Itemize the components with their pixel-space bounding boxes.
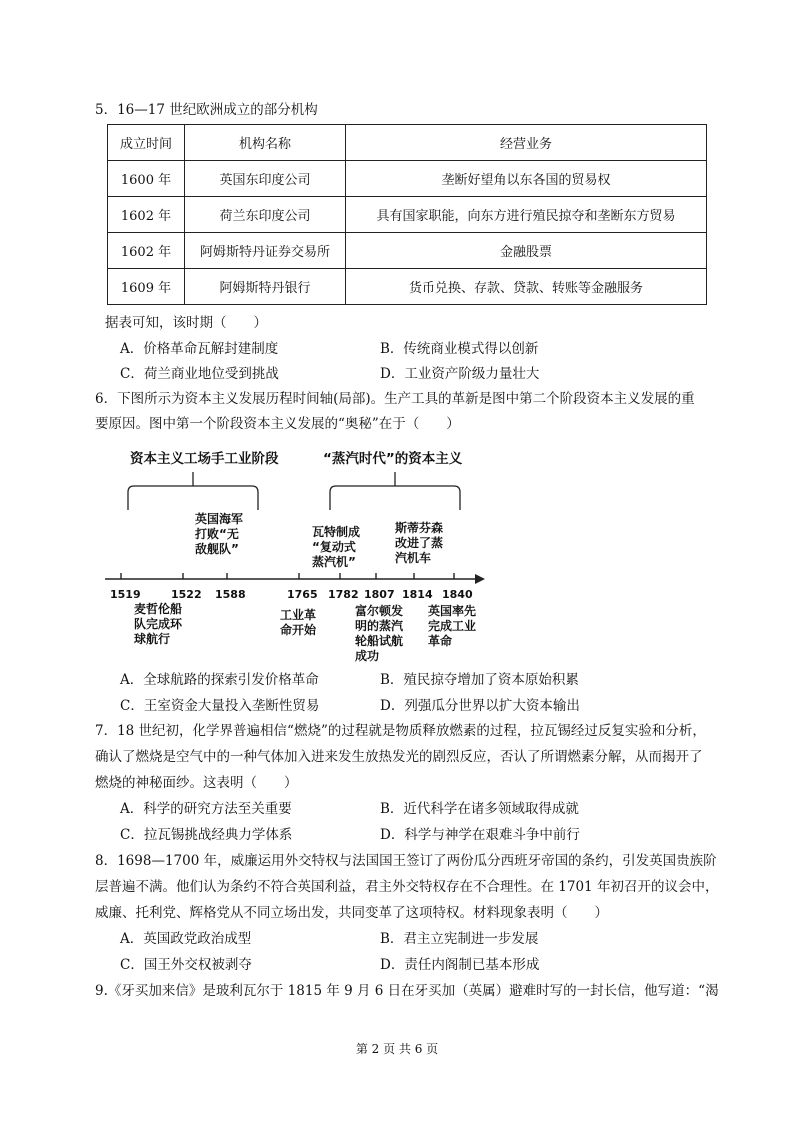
q8-option-d[interactable]: D．责任内阁制已基本形成 [380, 957, 540, 973]
timeline-event-stephenson: 斯蒂芬森 改进了蒸 汽机车 [395, 521, 444, 565]
q8-stem-line1: 8．1698—1700 年，威廉运用外交特权与法国国王签订了两份瓜分西班牙帝国的条约，引发英国贵族阶 [95, 853, 717, 869]
timeline-figure [100, 448, 500, 668]
timeline-event-watt: 瓦特制成 “复动式 蒸汽机” [312, 525, 361, 569]
q6-stem-line2: 要原因。图中第一个阶段资本主义发展的“奥秘”在于（ ） [95, 416, 460, 432]
table-header-row [108, 125, 707, 161]
table-cell: 1609 年 [108, 269, 185, 305]
timeline-year: 1522 [171, 588, 202, 601]
table-header-cell: 成立时间 [108, 125, 185, 161]
timeline-year: 1814 [402, 588, 433, 601]
q8-option-c[interactable]: C．国王外交权被剥夺 [120, 957, 252, 973]
table-row [108, 197, 707, 233]
q5-option-d[interactable]: D．工业资产阶级力量壮大 [380, 366, 540, 382]
q8-stem-line2: 层普遍不满。他们认为条约不符合英国利益，君主外交特权存在不合理性。在 1701 年初召开的议会中， [95, 879, 719, 895]
table-cell: 金融股票 [346, 233, 707, 269]
timeline-event-magellan: 麦哲伦船 队完成环 球航行 [134, 602, 183, 646]
q5-option-c[interactable]: C．荷兰商业地位受到挑战 [120, 366, 279, 382]
table-cell: 阿姆斯特丹银行 [185, 269, 346, 305]
q7-option-d[interactable]: D．科学与神学在艰难斗争中前行 [380, 827, 580, 843]
table-cell: 具有国家职能，向东方进行殖民掠夺和垄断东方贸易 [346, 197, 707, 233]
table-row [108, 269, 707, 305]
timeline-stage2-label: “蒸汽时代”的资本主义 [323, 451, 463, 467]
q7-stem-line2: 确认了燃烧是空气中的一种气体加入进来发生放热发光的剧烈反应，否认了所谓燃素分解，从而揭开了 [95, 749, 703, 765]
q6-option-b[interactable]: B．殖民掠夺增加了资本原始积累 [380, 672, 579, 688]
table-header-cell: 机构名称 [185, 125, 346, 161]
q6-stem-line1: 6．下图所示为资本主义发展历程时间轴(局部)。生产工具的革新是图中第二个阶段资本主义发展的重 [95, 391, 695, 407]
q5-option-a[interactable]: A．价格革命瓦解封建制度 [120, 341, 279, 357]
timeline-event-fulton: 富尔顿发 明的蒸汽 轮船试航 成功 [355, 604, 404, 663]
q6-option-c[interactable]: C．王室资金大量投入垄断性贸易 [120, 698, 320, 714]
table-row [108, 161, 707, 197]
table-cell: 荷兰东印度公司 [185, 197, 346, 233]
timeline-year: 1782 [328, 588, 359, 601]
timeline-year: 1765 [287, 588, 318, 601]
table-cell: 1602 年 [108, 233, 185, 269]
timeline-year: 1519 [110, 588, 141, 601]
q5-option-b[interactable]: B．传统商业模式得以创新 [380, 341, 539, 357]
q5-title: 5．16—17 世纪欧洲成立的部分机构 [95, 102, 318, 118]
q7-option-b[interactable]: B．近代科学在诸多领域取得成就 [380, 801, 579, 817]
table-cell: 垄断好望角以东各国的贸易权 [346, 161, 707, 197]
q6-option-a[interactable]: A．全球航路的探索引发价格革命 [120, 672, 319, 688]
table-cell: 1602 年 [108, 197, 185, 233]
q9-stem-line1: 9.《牙买加来信》是玻利瓦尔于 1815 年 9 月 6 日在牙买加（英属）避难时写的一封长信，他写道：“渴 [95, 983, 719, 999]
timeline-year: 1807 [364, 588, 395, 601]
table-row [108, 233, 707, 269]
institutions-table [107, 124, 707, 305]
timeline-event-industrial: 工业革 命开始 [280, 608, 317, 637]
q8-option-a[interactable]: A．英国政党政治成型 [120, 931, 252, 947]
q7-option-a[interactable]: A．科学的研究方法至关重要 [120, 801, 292, 817]
table-cell: 英国东印度公司 [185, 161, 346, 197]
q7-stem-line1: 7．18 世纪初，化学界普遍相信“燃烧”的过程就是物质释放燃素的过程，拉瓦锡经过反复实验和分析， [95, 723, 706, 739]
q8-stem-line3: 威廉、托利党、辉格党从不同立场出发，共同变革了这项特权。材料现象表明（ ） [95, 905, 608, 921]
q6-option-d[interactable]: D．列强瓜分世界以扩大资本输出 [380, 698, 580, 714]
table-cell: 货币兑换、存款、贷款、转账等金融服务 [346, 269, 707, 305]
q7-option-c[interactable]: C．拉瓦锡挑战经典力学体系 [120, 827, 293, 843]
timeline-event-armada: 英国海军 打败“无 敌舰队” [195, 512, 244, 556]
table-cell: 阿姆斯特丹证券交易所 [185, 233, 346, 269]
q8-option-b[interactable]: B．君主立宪制进一步发展 [380, 931, 539, 947]
timeline-event-britain: 英国率先 完成工业 革命 [428, 604, 477, 648]
table-header-cell: 经营业务 [346, 125, 707, 161]
timeline-year: 1840 [442, 588, 473, 601]
q7-stem-line3: 燃烧的神秘面纱。这表明（ ） [95, 775, 298, 791]
q5-stem: 据表可知，该时期（ ） [105, 315, 267, 331]
timeline-stage1-label: 资本主义工场手工业阶段 [130, 451, 279, 467]
page-footer: 第 2 页 共 6 页 [355, 1042, 439, 1056]
timeline-year: 1588 [215, 588, 246, 601]
table-cell: 1600 年 [108, 161, 185, 197]
